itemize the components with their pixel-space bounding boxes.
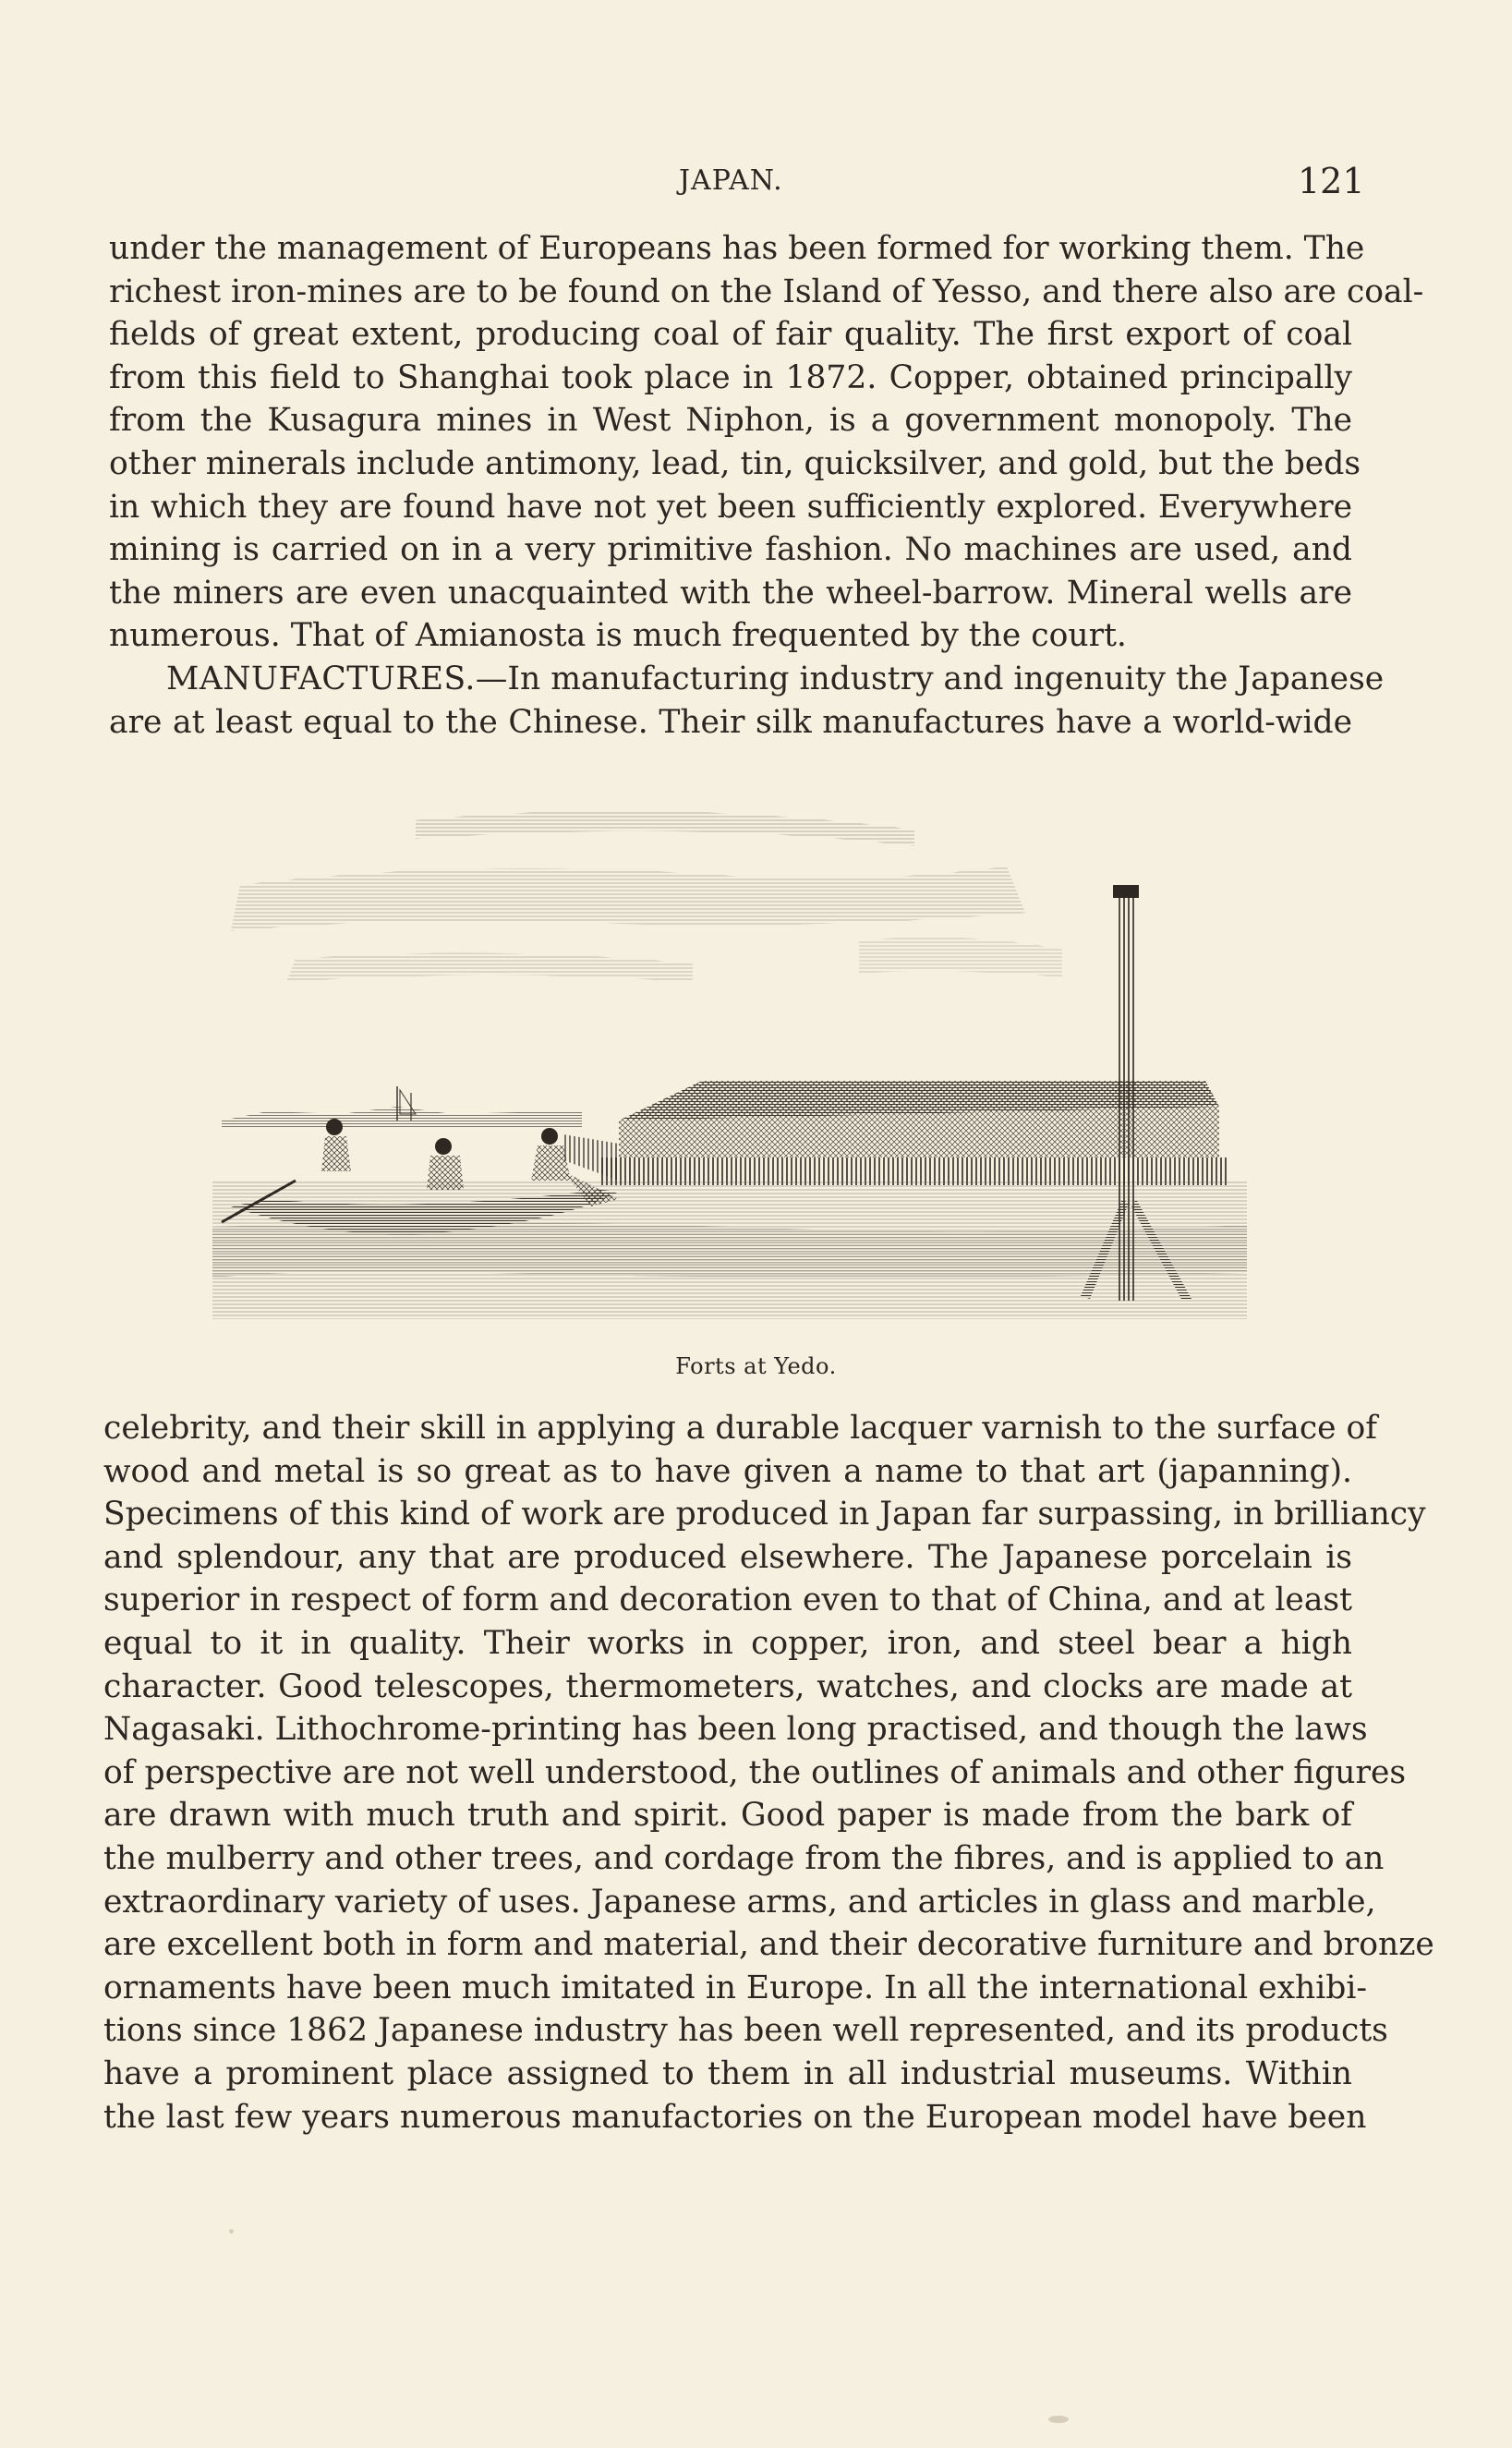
text-line: the last few years numerous manufactories on the European model have been (103, 2098, 1367, 2136)
text-line: superior in respect of form and decoration even to that of China, and at least (103, 1582, 1352, 1619)
distant-shore (222, 1086, 582, 1129)
text-run: —In manufacturing industry and ingenuity the Japanese (475, 660, 1385, 697)
paragraph-opening-line (109, 658, 1385, 701)
text-line: mining is carried on in a very primitive fashion. No machines are used, and (109, 531, 1352, 569)
text-line: other minerals include antimony, lead, tin, quicksilver, and gold, but the beds (109, 444, 1361, 482)
text-line: equal to it in quality. Their works in copper, iron, and steel bear a high (103, 1624, 1352, 1662)
sky-clouds (231, 811, 1062, 982)
running-title: JAPAN. (679, 164, 783, 197)
lower-text-block (103, 1407, 1434, 2139)
upper-text-block (109, 227, 1424, 744)
text-line: are drawn with much truth and spirit. Good paper is made from the bark of (103, 1797, 1352, 1835)
text-line: in which they are found have not yet been sufficiently explored. Everywhere (109, 488, 1352, 526)
text-line: from the Kusagura mines in West Niphon, is a government monopoly. The (109, 402, 1352, 440)
text-line: under the management of Europeans has been formed for working them. The (109, 230, 1365, 267)
text-line: character. Good telescopes, thermometers, watches, and clocks are made at (103, 1667, 1352, 1705)
running-head (0, 161, 1512, 211)
text-line: the mulberry and other trees, and cordage from the fibres, and is applied to an (103, 1839, 1385, 1877)
text-line: extraordinary variety of uses. Japanese arms, and articles in glass and marble, (103, 1883, 1376, 1921)
text-line: numerous. That of Amianosta is much frequented by the court. (109, 617, 1127, 655)
text-line: richest iron-mines are to be found on the Island of Yesso, and there also are coal- (109, 273, 1424, 310)
paper-speck (229, 2229, 234, 2234)
text-line: fields of great extent, producing coal of fair quality. The first export of coal (109, 316, 1352, 354)
text-line: the miners are even unacquainted with the wheel-barrow. Mineral wells are (109, 574, 1352, 612)
page-number: 121 (1298, 161, 1365, 201)
text-line: and splendour, any that are produced elsewhere. The Japanese porcelain is (103, 1538, 1352, 1576)
text-line: have a prominent place assigned to them in all industrial museums. Within (103, 2054, 1352, 2092)
text-line: are at least equal to the Chinese. Their silk manufactures have a world-wide (109, 703, 1352, 741)
text-line: Nagasaki. Lithochrome-printing has been long practised, and though the laws (103, 1711, 1368, 1749)
text-line: from this field to Shanghai took place in 1872. Copper, obtained principally (109, 358, 1352, 396)
text-line: celebrity, and their skill in applying a durable lacquer varnish to the surface of (103, 1410, 1378, 1447)
text-line: of perspective are not well understood, the outlines of animals and other figures (103, 1753, 1407, 1791)
text-line: tions since 1862 Japanese industry has been well represented, and its products (103, 2012, 1388, 2050)
section-heading: MANUFACTURES. (166, 660, 476, 697)
figure-caption: Forts at Yedo. (675, 1353, 837, 1379)
water (212, 1181, 1247, 1319)
paper-speck (1048, 2416, 1069, 2423)
text-line: ornaments have been much imitated in Europe. In all the international exhibi- (103, 1969, 1368, 2006)
text-line: Specimens of this kind of work are produced in Japan far surpassing, in brilliancy (103, 1496, 1426, 1533)
text-line: are excellent both in form and material, and their decorative furniture and bronze (103, 1926, 1434, 1964)
text-line: wood and metal is so great as to have given a name to that art (japanning). (103, 1452, 1352, 1490)
engraving-forts-at-yedo (212, 793, 1247, 1347)
